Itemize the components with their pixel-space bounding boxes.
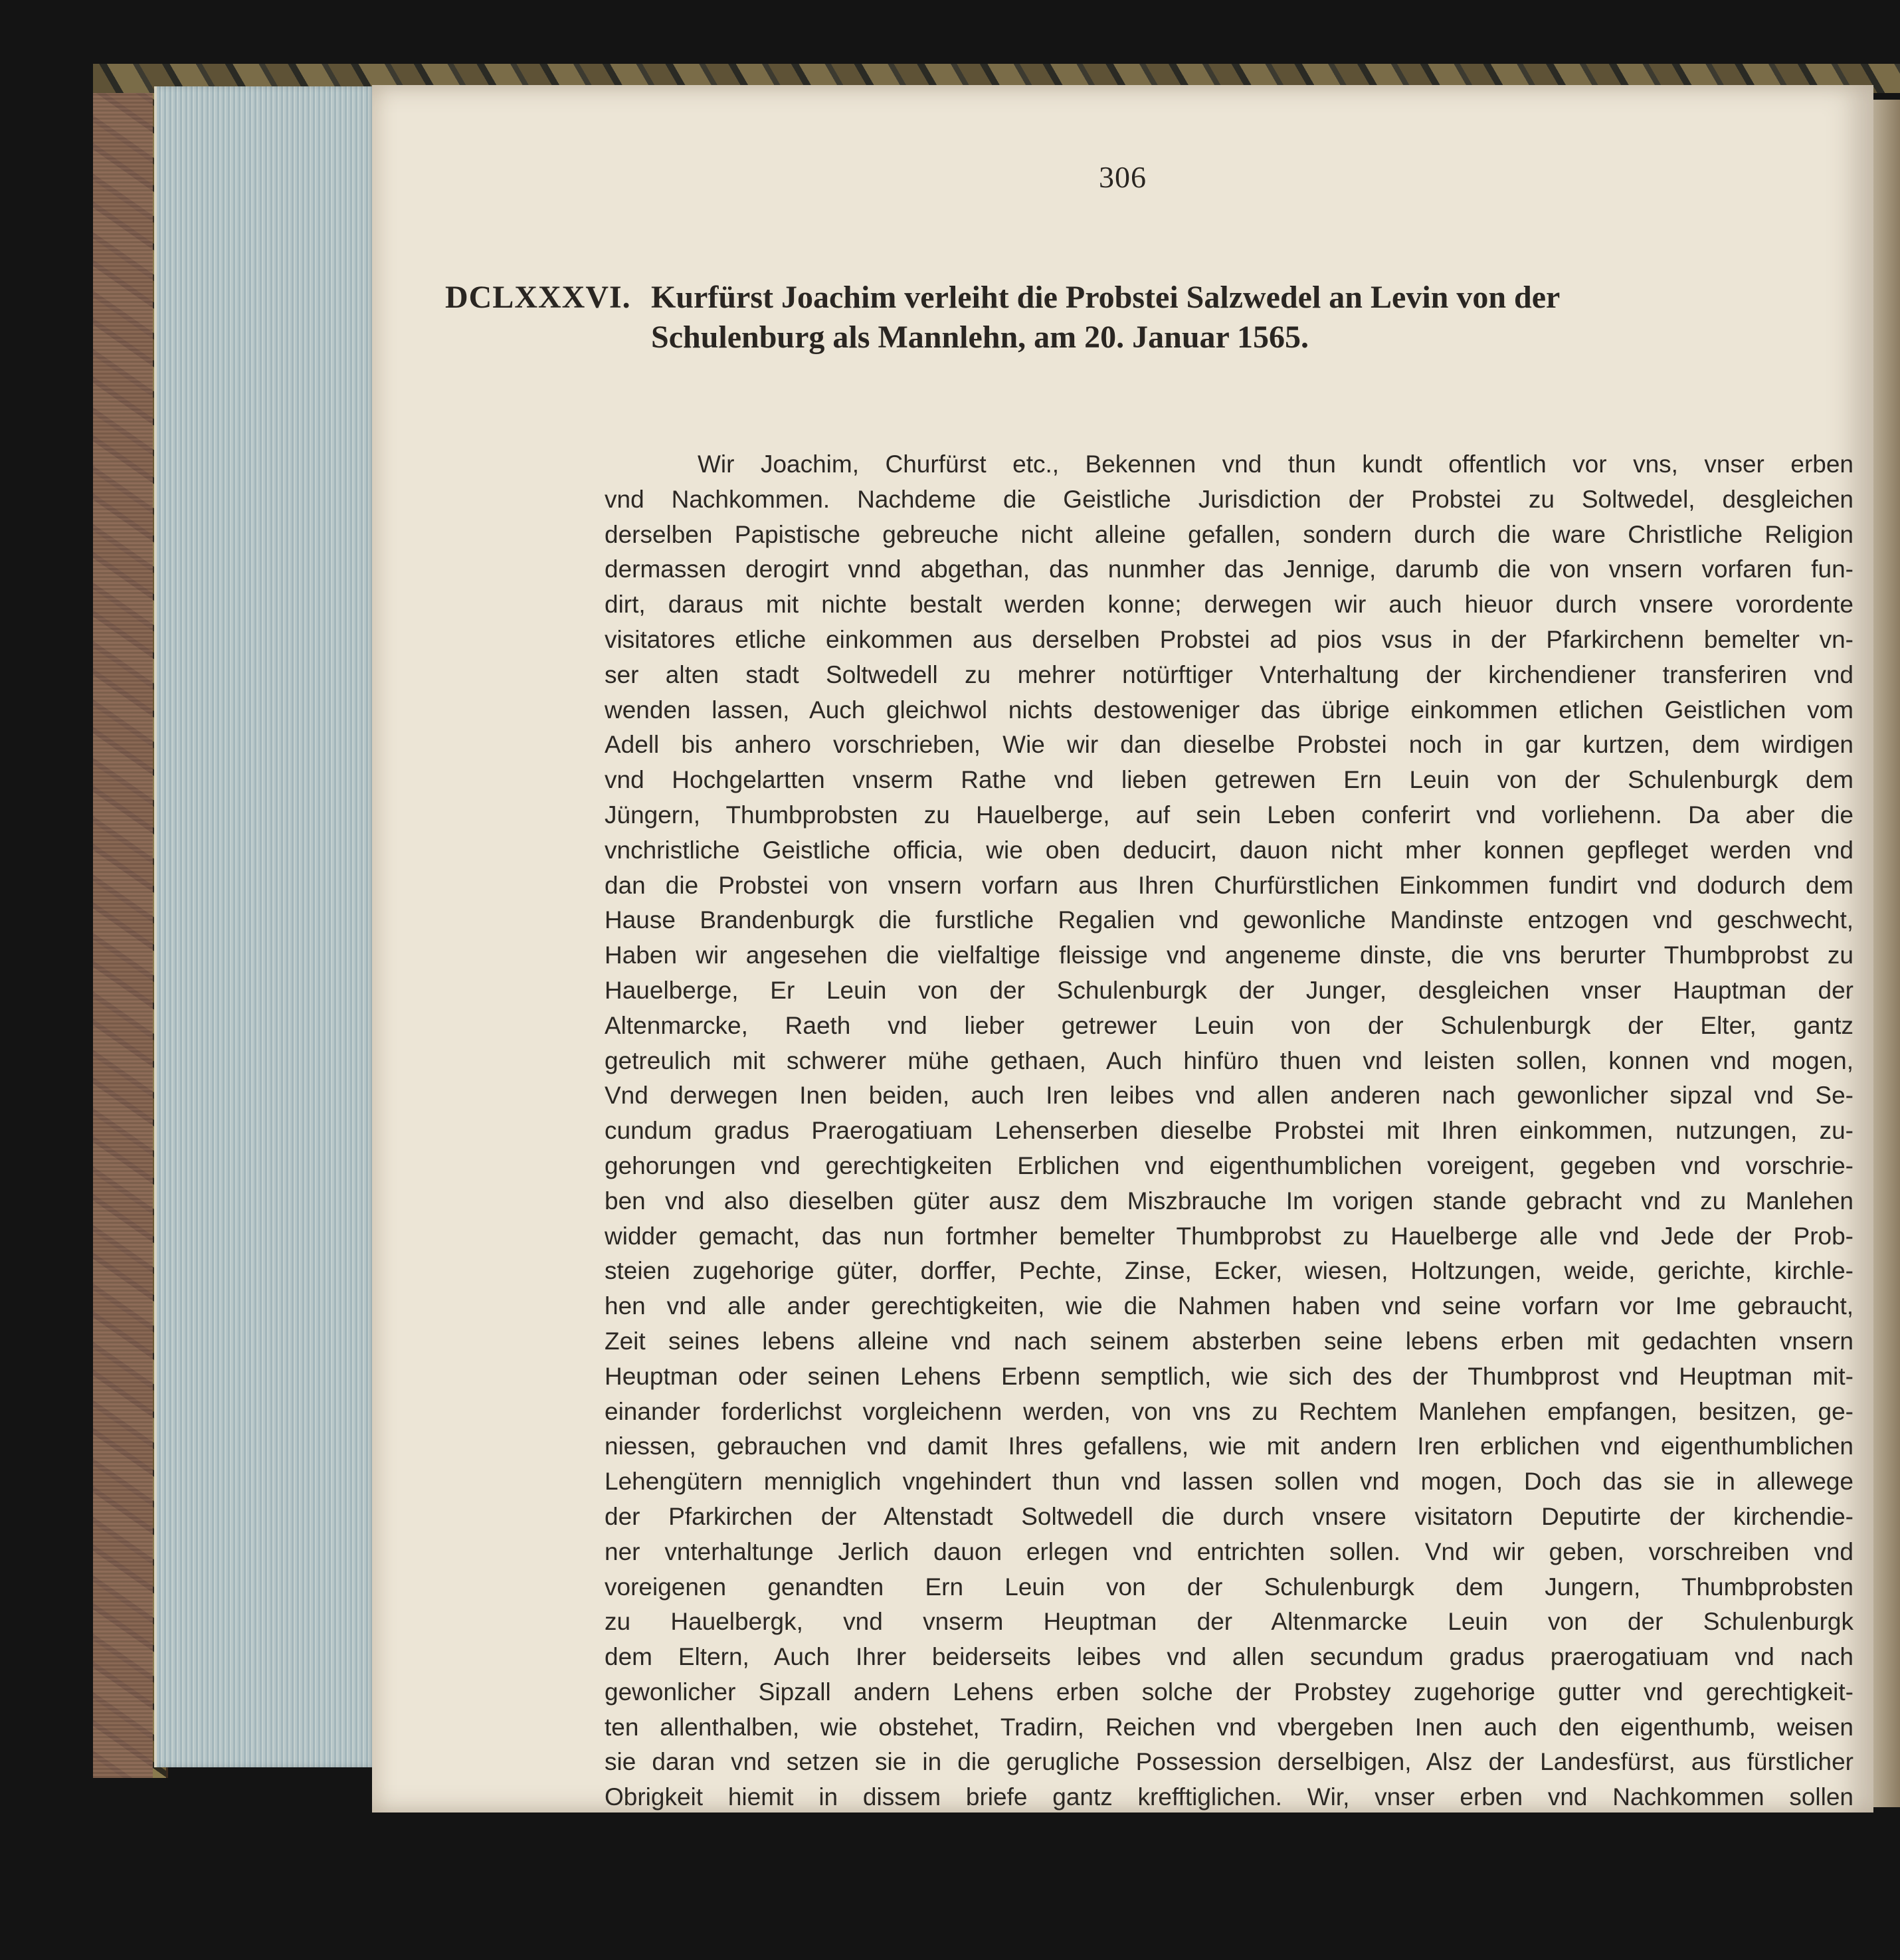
body-line: dermassen derogirt vnnd abgethan, das nunmher das Jennige, darumb die von vnsern vorfaren fun-: [605, 555, 1853, 583]
body-line: ten allenthalben, wie obstehet, Tradirn, Reichen vnd vbergeben Inen auch den eigenthumb, weisen: [605, 1713, 1853, 1741]
body-line: wenden lassen, Auch gleichwol nichts destoweniger das übrige einkommen etlichen Geistlichen vom: [605, 696, 1853, 724]
body-line: vnd Nachkommen. Nachdeme die Geistliche Jurisdiction der Probstei zu Soltwedel, desgleichen: [605, 485, 1853, 513]
body-line: ner vnterhaltunge Jerlich dauon erlegen vnd entrichten sollen. Vnd wir geben, vorschreiben vnd: [605, 1537, 1853, 1565]
body-line: Vnd derwegen Inen beiden, auch Iren leibes vnd allen anderen nach gewonlicher sipzal vnd Se-: [605, 1082, 1853, 1110]
body-line: visitatores etliche einkommen aus derselben Probstei ad pios vsus in der Pfarkirchenn bemelter vn-: [605, 625, 1853, 653]
body-line: derselben Papistische gebreuche nicht alleine gefallen, sondern durch die ware Christliche Religion: [605, 520, 1853, 548]
body-line: der Pfarkirchen der Altenstadt Soltwedell die durch vnsere visitatorn Deputirte der kirchendie-: [605, 1502, 1853, 1530]
body-line: einander forderlichst vorgleichenn werden, von vns zu Rechtem Manlehen empfangen, besitzen, ge-: [605, 1397, 1853, 1425]
body-line: ben vnd also dieselben güter ausz dem Miszbrauche Im vorigen stande gebracht vnd zu Manlehen: [605, 1187, 1853, 1215]
body-line: zu Hauelbergk, vnd vnserm Heuptman der Altenmarcke Leuin von der Schulenburgk: [605, 1608, 1853, 1636]
body-line: Heuptman oder seinen Lehens Erbenn semptlich, wie sich des der Thumbprost vnd Heuptman mit-: [605, 1362, 1853, 1390]
body-line: steien zugehorige güter, dorffer, Pechte, Zinse, Ecker, wiesen, Holtzungen, weide, gerichte, kirchle-: [605, 1257, 1853, 1285]
body-line: gehorungen vnd gerechtigkeiten Erblichen vnd eigenthumblichen voreigent, gegeben vnd vorschrie-: [605, 1151, 1853, 1179]
body-line: Hause Brandenburgk die furstliche Regalien vnd gewonliche Mandinste entzogen vnd geschwecht,: [605, 906, 1853, 934]
body-line: Lehengütern menniglich vngehindert thun vnd lassen sollen vnd mogen, Doch das sie in allewege: [605, 1468, 1853, 1496]
body-text: [605, 447, 1853, 1815]
page-edges: [154, 86, 376, 1767]
body-line: ser alten stadt Soltwedell zu mehrer notürftiger Vnterhaltung der kirchendiener transferiren vnd: [605, 660, 1853, 688]
body-line: voreigenen genandten Ern Leuin von der Schulenburgk dem Jungern, Thumbprobsten: [605, 1573, 1853, 1601]
body-line: Zeit seines lebens alleine vnd nach seinem absterben seine lebens erben mit gedachten vnsern: [605, 1327, 1853, 1355]
body-line: Haben wir angesehen die vielfaltige fleissige vnd angeneme dinste, die vns berurter Thumbprobst zu: [605, 941, 1853, 969]
body-line: vnchristliche Geistliche officia, wie oben deducirt, dauon nicht mher konnen gepfleget werden vnd: [605, 836, 1853, 864]
body-line: cundum gradus Praerogatiuam Lehenserben dieselbe Probstei mit Ihren einkommen, nutzungen, zu-: [605, 1117, 1853, 1145]
body-line: sie daran vnd setzen sie in die gerugliche Possession derselbigen, Alsz der Landesfürst, aus fürstlicher: [605, 1748, 1853, 1776]
document-number: DCLXXXVI.: [445, 280, 631, 315]
body-line: widder gemacht, das nun fortmher bemelter Thumbprobst zu Hauelberge alle vnd Jede der Prob-: [605, 1222, 1853, 1250]
heading-line-2: Schulenburg als Mannlehn, am 20. Januar 1565.: [651, 320, 1309, 355]
body-line: dan die Probstei von vnsern vorfarn aus Ihren Churfürstlichen Einkommen fundirt vnd dodurch dem: [605, 871, 1853, 899]
body-line: Obrigkeit hiemit in dissem briefe gantz krefftiglichen. Wir, vnser erben vnd Nachkommen sollen: [605, 1783, 1853, 1811]
cloth-spine: [93, 64, 153, 1778]
body-line: vnd Hochgelartten vnserm Rathe vnd lieben getrewen Ern Leuin von der Schulenburgk dem: [605, 766, 1853, 794]
page-number: 306: [1099, 160, 1147, 194]
body-line: Adell bis anhero vorschrieben, Wie wir dan dieselbe Probstei noch in gar kurtzen, dem wirdigen: [605, 731, 1853, 759]
body-line: Hauelberge, Er Leuin von der Schulenburgk der Junger, desgleichen vnser Hauptman der: [605, 976, 1853, 1004]
body-line: getreulich mit schwerer mühe gethaen, Auch hinfüro thuen vnd leisten sollen, konnen vnd mogen,: [605, 1046, 1853, 1074]
facing-page-edge: [1873, 100, 1900, 1807]
body-line: Wir Joachim, Churfürst etc., Bekennen vnd thun kundt offentlich vor vns, vnser erben: [698, 450, 1853, 478]
body-line: hen vnd alle ander gerechtigkeiten, wie die Nahmen haben vnd seine vorfarn vor Ime gebraucht,: [605, 1292, 1853, 1320]
book-page: [372, 85, 1873, 1813]
body-line: Jüngern, Thumbprobsten zu Hauelberge, auf sein Leben conferirt vnd vorliehenn. Da aber die: [605, 801, 1853, 829]
heading-line-1: Kurfürst Joachim verleiht die Probstei Salzwedel an Levin von der: [651, 280, 1561, 315]
document-heading: [445, 278, 1807, 357]
body-line: dem Eltern, Auch Ihrer beiderseits leibes vnd allen secundum gradus praerogatiuam vnd nach: [605, 1643, 1853, 1671]
body-line: gewonlicher Sipzall andern Lehens erben solche der Probstey zugehorige gutter vnd gerechtigkeit-: [605, 1678, 1853, 1706]
body-line: niessen, gebrauchen vnd damit Ihres gefallens, wie mit andern Iren erblichen vnd eigenthumblichen: [605, 1432, 1853, 1460]
body-line: Altenmarcke, Raeth vnd lieber getrewer Leuin von der Schulenburgk der Elter, gantz: [605, 1011, 1853, 1039]
body-line: dirt, daraus mit nichte bestalt werden konne; derwegen wir auch hieuor durch vnsere vorordente: [605, 591, 1853, 619]
